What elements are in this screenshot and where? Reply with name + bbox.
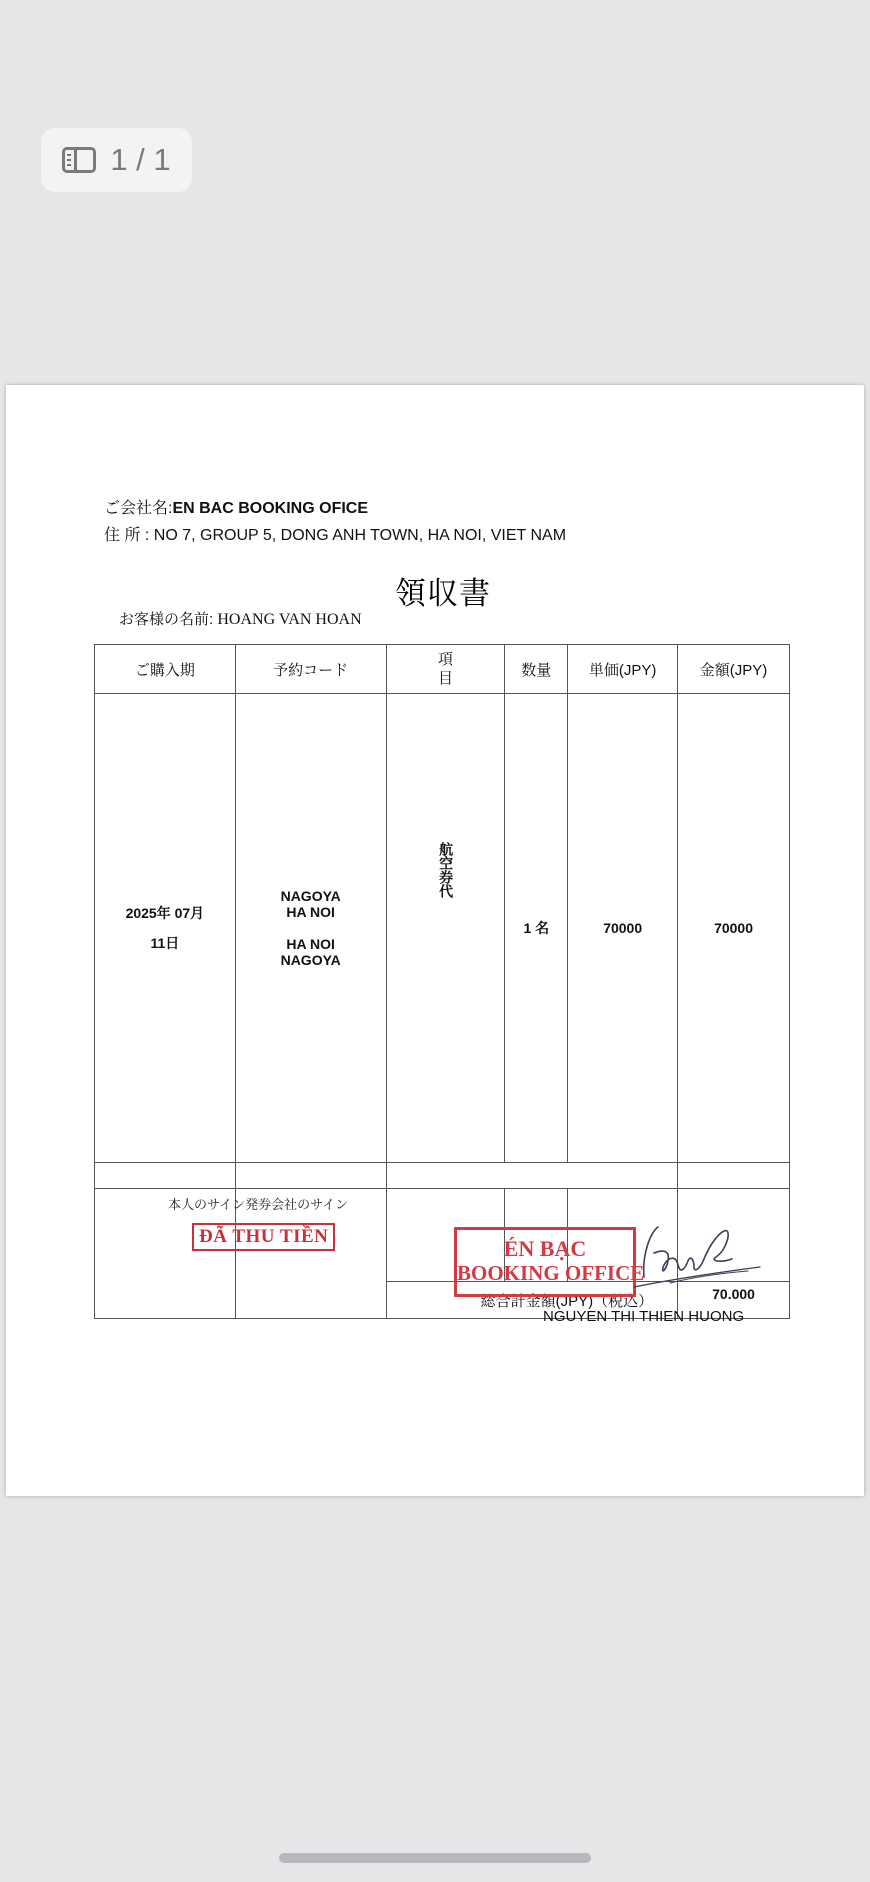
quantity-cell: 1 名 [505,694,568,1163]
booking-code-cell [235,694,386,1163]
unit-price-cell: 70000 [568,694,678,1163]
header-unit-price: 単価(JPY) [568,645,678,694]
receipt-title: 領収書 [395,576,491,611]
table-row [95,1163,790,1189]
header-item: 項目 [386,645,505,694]
signer-name: NGUYEN THI THIEN HUONG [543,1308,745,1325]
company-line [104,495,368,518]
receipt-document [6,385,864,1496]
company-label: ご会社名: [104,500,173,517]
home-indicator[interactable] [279,1853,591,1863]
address: NO 7, GROUP 5, DONG ANH TOWN, HA NOI, VIET NAM [153,527,567,544]
route-line3: HA NOI [286,936,335,952]
item-cell [386,694,505,1163]
customer-line [119,608,362,629]
address-line [104,522,566,545]
header-purchase-date: ご購入期 [95,645,236,694]
total-label: 総合計金額(JPY)（税込） [386,1282,678,1319]
customer-name: HOANG VAN HOAN [217,611,362,628]
office-stamp-line1: ÉN BẠC [503,1236,587,1261]
signature-label: 本人のサイン発券会社のサイン [168,1197,349,1212]
route-line4: NAGOYA [280,952,341,968]
page-count: 1 / 1 [110,142,171,177]
route-line2: HA NOI [286,904,335,920]
date-line1: 2025年 07月 [125,905,205,921]
route-line1: NAGOYA [280,888,341,904]
sidebar-icon [62,147,96,173]
total-value: 70.000 [678,1282,790,1319]
item-text: 航空券代 [438,842,455,898]
address-label: 住 所 : [104,527,154,544]
header-amount: 金額(JPY) [678,645,790,694]
table-row [95,694,790,1163]
company-name: EN BAC BOOKING OFICE [172,500,369,517]
table-header-row [95,645,790,694]
office-stamp-line2: BOOKING OFFICE [457,1261,645,1286]
header-quantity: 数量 [505,645,568,694]
office-stamp [454,1227,645,1297]
page-indicator[interactable] [41,128,192,192]
amount-cell: 70000 [678,694,790,1163]
date-line2: 11日 [150,935,180,951]
purchase-date-cell [95,694,236,1163]
customer-label: お客様の名前: [119,611,218,628]
header-booking-code: 予約コード [235,645,386,694]
handwritten-signature [624,1215,764,1297]
paid-stamp: ĐÃ THU TIỀN [192,1223,335,1251]
